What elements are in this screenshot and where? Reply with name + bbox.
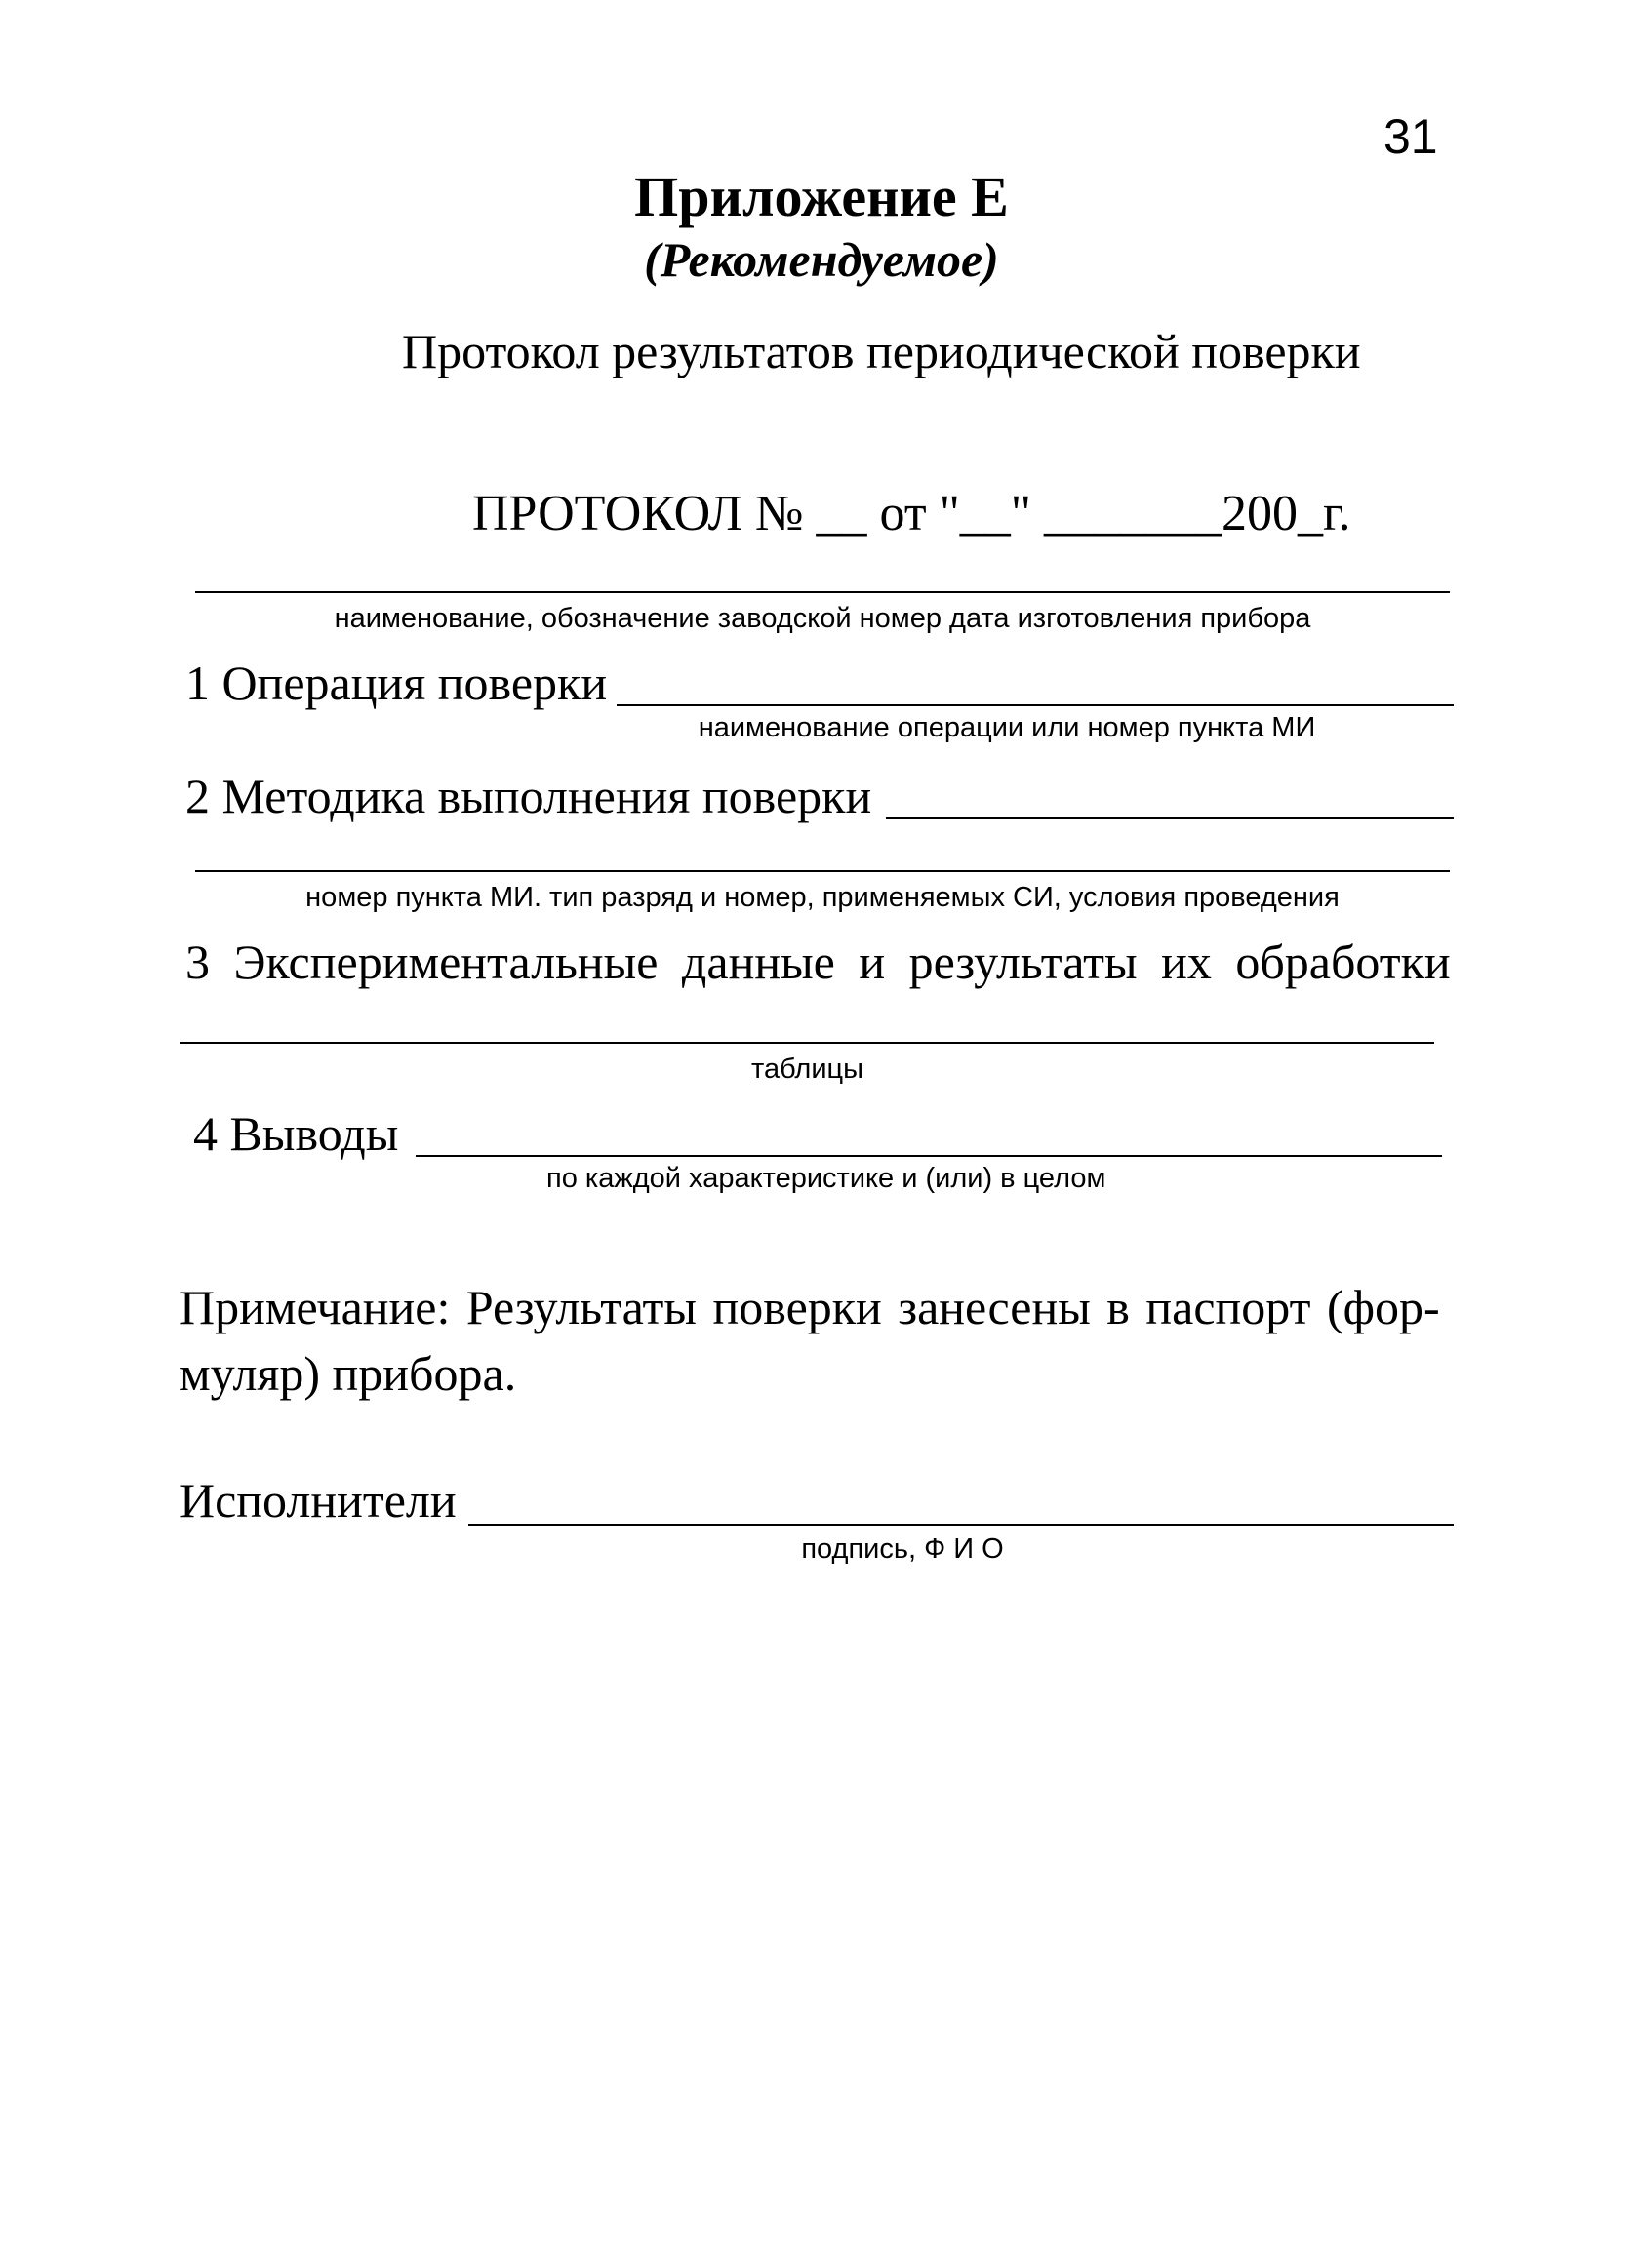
section-3-fill-line [180,1042,1434,1044]
document-title: Протокол результатов периодической поверки [402,324,1361,378]
section-1-label: 1 Операция поверки [185,656,608,710]
note-line-2: муляр) прибора. [180,1346,517,1401]
section-1-caption: наименование операции или номер пункта МИ [698,712,1316,743]
note-line-1: Примечание: Результаты поверки занесены в паспорт (фор- [180,1280,1440,1334]
section-4-caption: по каждой характеристике и (или) в целом [546,1163,1106,1194]
section-3-caption: таблицы [751,1054,863,1085]
section-1-fill-line [617,704,1454,706]
protocol-number-line: ПРОТОКОЛ № __ от "__" _______200_г. [472,486,1351,541]
section-4-fill-line [416,1155,1442,1157]
section-2-caption: номер пункта МИ. тип разряд и номер, применяемых СИ, условия проведения [305,882,1340,913]
executors-fill-line [468,1524,1454,1526]
executors-label: Исполнители [180,1473,457,1528]
device-fill-line [195,591,1450,593]
section-2-fill-line [886,817,1454,819]
executors-caption: подпись, Ф И О [801,1533,1004,1565]
section-2-label: 2 Методика выполнения поверки [185,769,872,823]
section-2-extra-fill-line [195,870,1450,872]
appendix-title: Приложение Е [634,165,1009,228]
page-number: 31 [1383,109,1438,164]
section-4-label: 4 Выводы [193,1106,399,1161]
device-caption: наименование, обозначение заводской номер дата изготовления прибора [334,603,1311,634]
appendix-subtitle: (Рекомендуемое) [644,232,999,287]
section-3-label: 3 Экспериментальные данные и результаты их обработки [185,935,1451,989]
